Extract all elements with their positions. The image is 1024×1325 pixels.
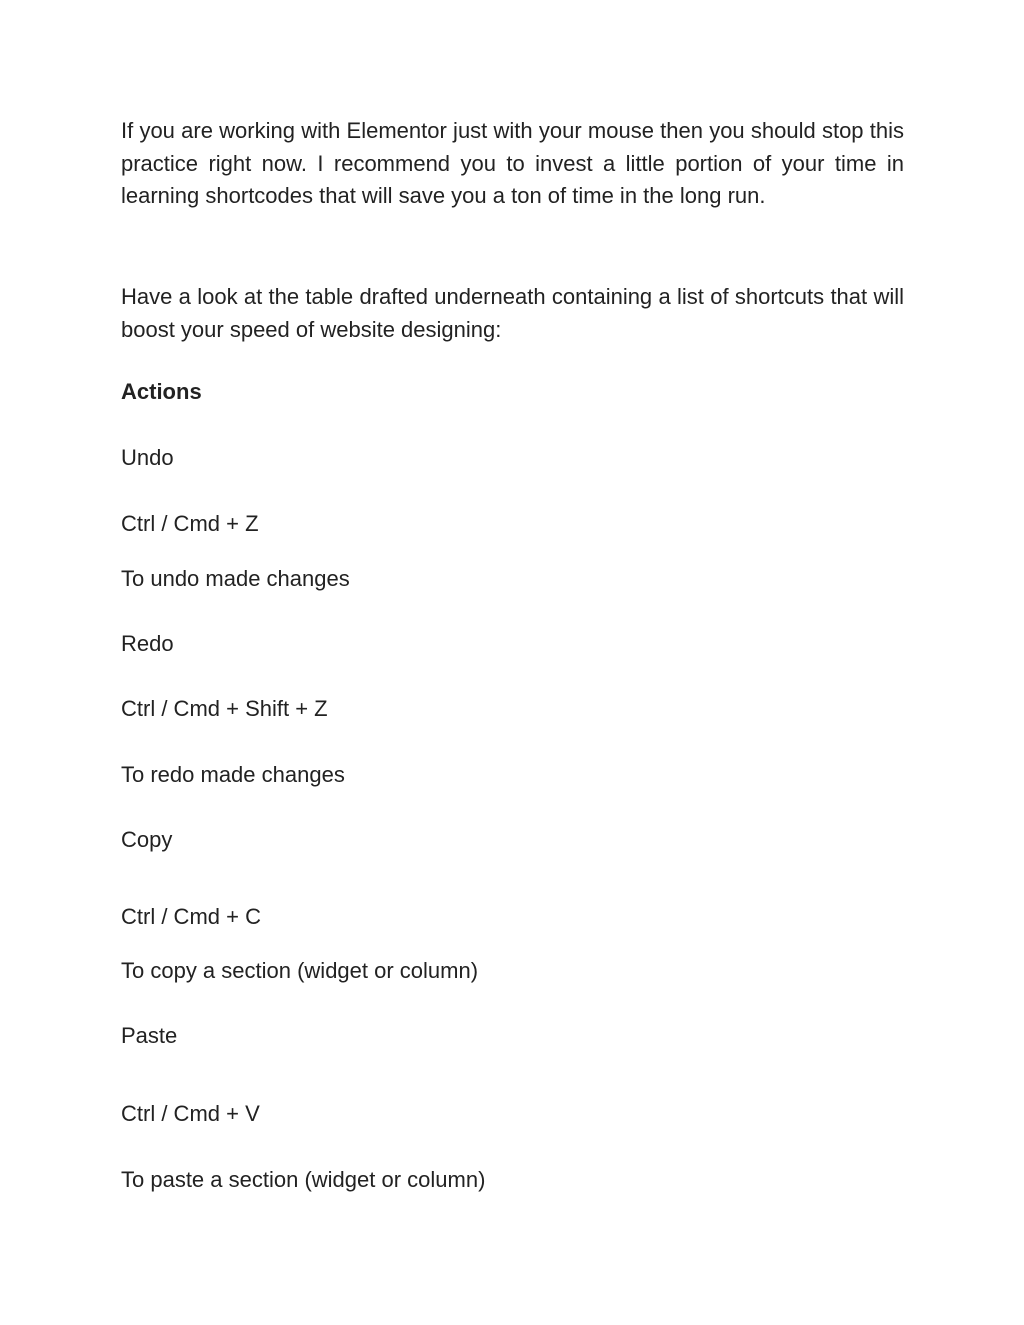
action-description: To redo made changes <box>121 762 345 787</box>
action-shortcut: Ctrl / Cmd + Z <box>121 511 259 536</box>
action-description: To paste a section (widget or column) <box>121 1167 486 1192</box>
action-shortcut: Ctrl / Cmd + C <box>121 904 261 929</box>
document-page <box>121 0 904 1325</box>
action-name: Copy <box>121 827 173 852</box>
action-shortcut: Ctrl / Cmd + V <box>121 1101 260 1126</box>
action-description: To copy a section (widget or column) <box>121 958 479 983</box>
action-shortcut: Ctrl / Cmd + Shift + Z <box>121 696 328 721</box>
action-name: Paste <box>121 1023 178 1048</box>
action-name: Undo <box>121 445 174 470</box>
table-intro-paragraph: Have a look at the table drafted underneath containing a list of shortcuts that will boost your speed of website designing: <box>121 284 904 342</box>
actions-heading: Actions <box>121 379 202 404</box>
intro-paragraph: If you are working with Elementor just with your mouse then you should stop this practice right now. I recommend you to invest a little portion of your time in learning shortcodes that will save you a ton of time in the long run. <box>121 118 904 209</box>
action-description: To undo made changes <box>121 566 350 591</box>
action-name: Redo <box>121 631 174 656</box>
